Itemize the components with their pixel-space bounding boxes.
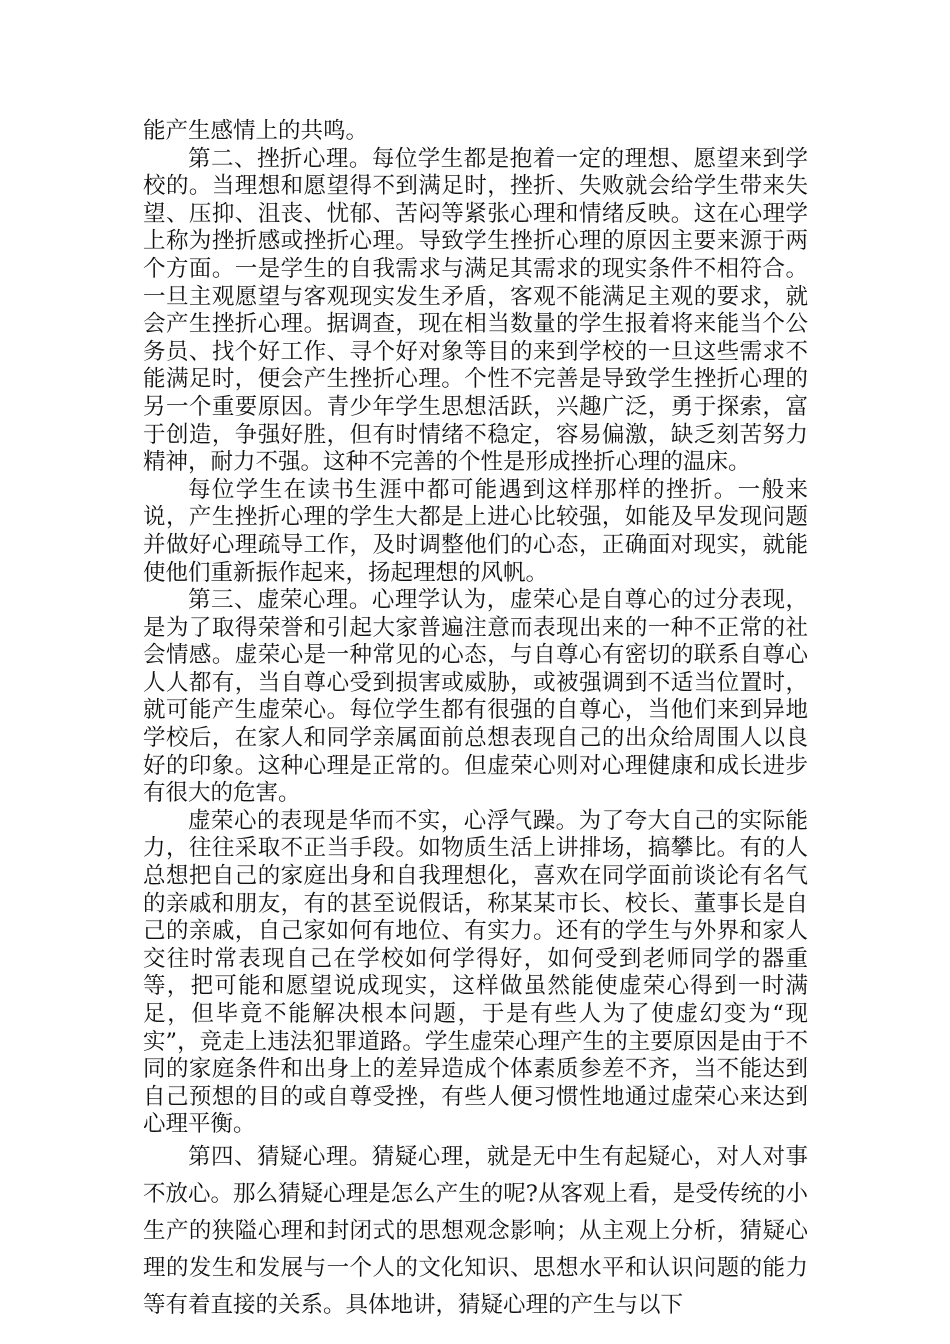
paragraph-vanity-manifestation: 虚荣心的表现是华而不实，心浮气躁。为了夸大自己的实际能力，往往采取不正当手段。如物质生活上讲排场，搞攀比。有的人总想把自己的家庭出身和自我理想化，喜欢在同学面前谈论有名气的亲戚和朋友，有的甚至说假话，称某某市长、校长、董事长是自己的亲戚，自己家如何有地位、有实力。还有的学生与外界和家人交往时常表现自己在学校如何学得好，如何受到老师同学的器重等，把可能和愿望说成现实，这样做虽然能使虚荣心得到一时满足，但毕竟不能解决根本问题，于是有些人为了使虚幻变为“现实”，竞走上违法犯罪道路。学生虚荣心理产生的主要原因是由于不同的家庭条件和出身上的差异造成个体素质参差不齐，当不能达到自己预想的目的或自尊受挫，有些人便习惯性地通过虚荣心来达到心理平衡。 — [143, 807, 808, 1138]
paragraph-frustration-psychology: 第二、挫折心理。每位学生都是抱着一定的理想、愿望来到学校的。当理想和愿望得不到满足时，挫折、失败就会给学生带来失望、压抑、沮丧、忧郁、苦闷等紧张心理和情绪反映。这在心理学上称为挫折感或挫折心理。导致学生挫折心理的原因主要来源于两个方面。一是学生的自我需求与满足其需求的现实条件不相符合。一旦主观愿望与客观现实发生矛盾，客观不能满足主观的要求，就会产生挫折心理。据调查，现在相当数量的学生报着将来能当个公务员、找个好工作、寻个好对象等目的来到学校的一旦这些需求不能满足时，便会产生挫折心理。个性不完善是导致学生挫折心理的另一个重要原因。青少年学生思想活跃，兴趣广泛，勇于探索，富于创造，争强好胜，但有时情绪不稳定，容易偏激，缺乏刻苦努力精神，耐力不强。这种不完善的个性是形成挫折心理的温床。 — [143, 145, 808, 476]
paragraph-frustration-guidance: 每位学生在读书生涯中都可能遇到这样那样的挫折。一般来说，产生挫折心理的学生大都是上进心比较强，如能及早发现问题并做好心理疏导工作，及时调整他们的心态，正确面对现实，就能使他们重新振作起来，扬起理想的风帆。 — [143, 476, 808, 586]
paragraph-continuation: 能产生感情上的共鸣。 — [143, 118, 369, 144]
paragraph-vanity-psychology: 第三、虚荣心理。心理学认为，虚荣心是自尊心的过分表现，是为了取得荣誉和引起大家普遍注意而表现出来的一种不正常的社会情感。虚荣心是一种常见的心态，与自尊心有密切的联系自尊心人人都有，当自尊心受到损害或威胁，或被强调到不适当位置时，就可能产生虚荣心。每位学生都有很强的自尊心，当他们来到异地学校后，在家人和同学亲属面前总想表现自己的出众给周围人以良好的印象。这种心理是正常的。但虚荣心则对心理健康和成长进步有很大的危害。 — [143, 587, 808, 807]
paragraph-suspicion-psychology: 第四、猜疑心理。猜疑心理，就是无中生有起疑心，对人对事不放心。那么猜疑心理是怎么产生的呢?从客观上看，是受传统的小生产的狭隘心理和封闭式的思想观念影响；从主观上分析，猜疑心理的发生和发展与一个人的文化知识、思想水平和认识问题的能力等有着直接的关系。具体地讲，猜疑心理的产生与以下 — [143, 1143, 808, 1318]
document-body — [143, 118, 808, 1324]
